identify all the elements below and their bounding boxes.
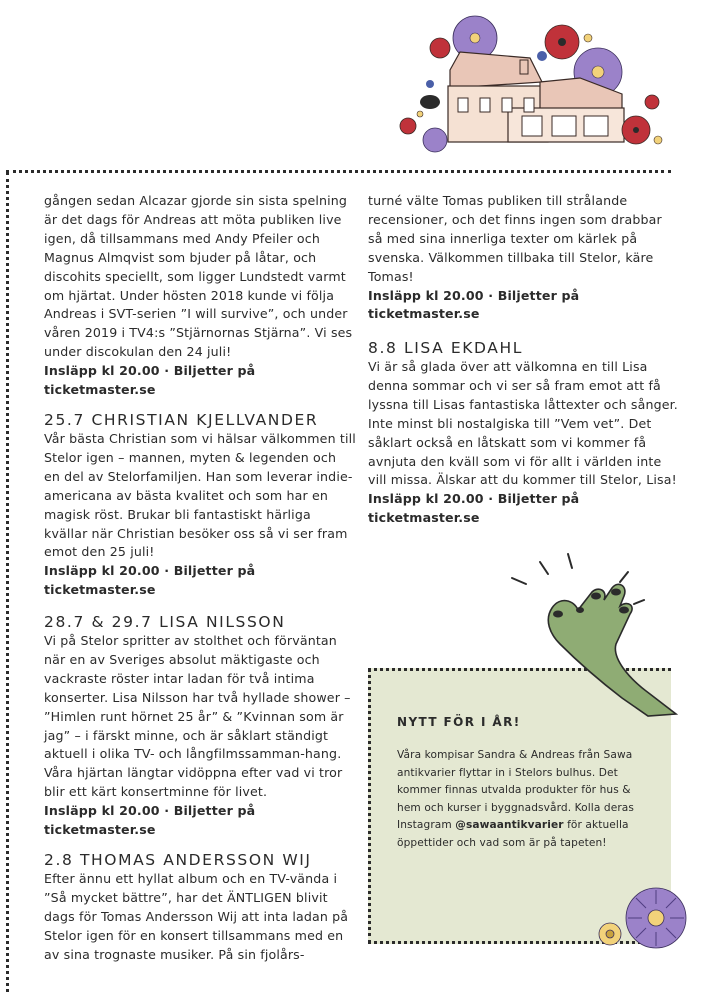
section-ticket-info: Insläpp kl 20.00 · Biljetter på ticketmaster.se: [368, 491, 580, 526]
section-body: Vår bästa Christian som vi hälsar välkommen till Stelor igen – mannen, myten & legenden och en del av Stelorfamiljen. Han som leverar indie-americana av bästa kvalitet och som har en magisk röst. Brukar bli fantastiskt härliga kvällar när Christian besöker oss så vi ser fram emot den 25 juli!: [44, 431, 356, 560]
section-heading: 28.7 & 29.7 LISA NILSSON: [44, 613, 286, 631]
section-thomas-andersson-wij: [44, 850, 356, 965]
news-box-title: NYTT FÖR I ÅR!: [397, 715, 521, 729]
right-column-continued: [368, 192, 680, 324]
dotted-divider-top: [6, 170, 671, 173]
section-ticket-info: Insläpp kl 20.00 · Biljetter på ticketmaster.se: [44, 803, 256, 838]
instagram-handle-link[interactable]: @sawaantikvarier: [455, 819, 564, 832]
section-body: Efter ännu ett hyllat album och en TV-vända i ”Så mycket bättre”, har det ÄNTLIGEN blivit dags för Tomas Andersson Wij att inta ladan på Stelor igen för en konsert tillsammans med en av sina trognaste musiker. På sin fjolårs-: [44, 871, 349, 962]
purple-aster-flower-illustration: [594, 874, 694, 964]
intro-text: gången sedan Alcazar gjorde sin sista spelning är det dags för Andreas att möta publiken live igen, då tillsammans med Andy Pfeiler och Magnus Almqvist som bjuder på låtar, och discohits speciellt, som ligger Lundstedt varmt om hjärtat. Under hösten 2018 kunde vi följa Andreas i SVT-serien ”I will survive”, och under våren 2019 i TV4:s ”Stjärnornas Stjärna”. Vi ses under discokulan den 24 juli!: [44, 193, 353, 360]
continued-ticket-info: Insläpp kl 20.00 · Biljetter på ticketmaster.se: [368, 287, 580, 322]
section-body: Vi är så glada över att välkomna en till Lisa denna sommar och vi ser så fram emot att få lyssna till Lisas fantastiska låttexter och sånger. Inte minst bli nostalgiska till ”Vem vet”. Det såklart också en låtskatt som vi kommer få avnjuta den kväll som vi för allt i världen inte vill missa. Älskar att du kommer till Stelor, Lisa!: [368, 359, 678, 488]
section-lisa-ekdahl: [368, 338, 680, 528]
news-box-text-before: Våra kompisar Sandra & Andreas från Sawa antikvarier flyttar in i Stelors bulhus. Det kommer finnas utvalda produkter för hus & hem och kurser i byggnadsvård. Kolla deras Instagram: [397, 749, 634, 832]
green-hand-illustration: [500, 548, 690, 718]
section-ticket-info: Insläpp kl 20.00 · Biljetter på ticketmaster.se: [44, 563, 256, 598]
intro-ticket-info: Insläpp kl 20.00 · Biljetter på ticketmaster.se: [44, 363, 256, 398]
section-heading: 8.8 LISA EKDAHL: [368, 339, 523, 357]
section-heading: 25.7 CHRISTIAN KJELLVANDER: [44, 411, 319, 429]
news-box-text: [397, 747, 657, 853]
section-heading: 2.8 THOMAS ANDERSSON WIJ: [44, 851, 312, 869]
section-body: Vi på Stelor spritter av stolthet och förväntan när en av Sveriges absolut mäktigaste och vackraste röster intar ladan för två intima konserter. Lisa Nilsson har två hyllade shower – ”Himlen runt hörnet 25 år” & ”Kvinnan som är jag” – i färskt minne, och är såklart ständigt aktuell i olika TV- och långfilmssamman-hang. Våra hjärtan längtar vidöppna efter vad vi tror blir ett kärt konsertminne för livet.: [44, 633, 351, 800]
house-with-flowers-illustration: [390, 10, 680, 158]
continued-text: turné välte Tomas publiken till strålande recensioner, och det finns ingen som drabbar så med sina innerliga texter om kärlek på svenska. Välkommen tillbaka till Stelor, käre Tomas!: [368, 193, 662, 284]
left-column-intro: [44, 192, 356, 400]
dotted-divider-left: [6, 172, 9, 992]
section-christian-kjellvander: [44, 410, 356, 600]
section-lisa-nilsson: [44, 612, 356, 840]
news-box-text-after: för aktuella öppettider och vad som är på tapeten!: [397, 819, 629, 849]
